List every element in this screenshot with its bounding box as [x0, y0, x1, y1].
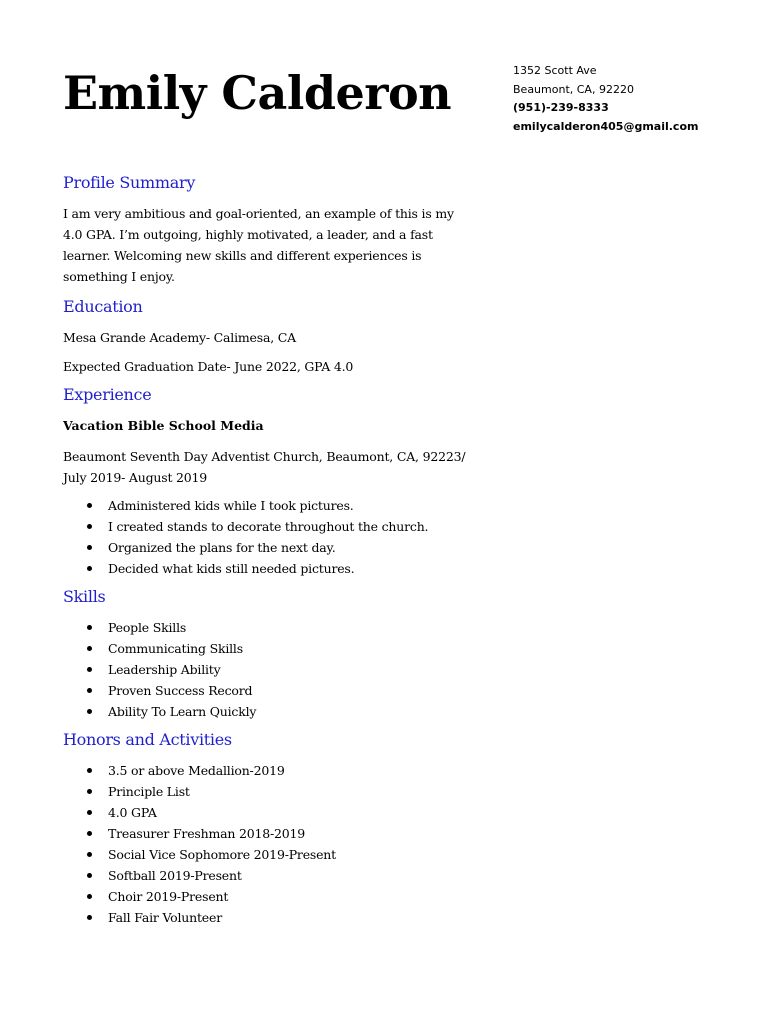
list-item: Social Vice Sophomore 2019-Present: [63, 844, 473, 865]
experience-heading: Experience: [63, 385, 152, 404]
profile-text: I am very ambitious and goal-oriented, an example of this is my 4.0 GPA. I’m outgoing, highly motivated, a leader, and a fast learner. Welcoming new skills and different experiences is something I enjoy.: [63, 206, 454, 284]
contact-block: [513, 62, 698, 136]
list-item: 4.0 GPA: [63, 802, 473, 823]
list-item: Ability To Learn Quickly: [63, 701, 473, 722]
list-item: Administered kids while I took pictures.: [63, 495, 473, 516]
list-item: Organized the plans for the next day.: [63, 537, 473, 558]
list-item: Proven Success Record: [63, 680, 473, 701]
list-item: Communicating Skills: [63, 638, 473, 659]
skills-heading: Skills: [63, 587, 106, 606]
contact-email: emilycalderon405@gmail.com: [513, 119, 699, 133]
resume-body: [63, 171, 473, 928]
contact-phone: (951)-239-8333: [513, 101, 609, 114]
experience-place: Beaumont Seventh Day Adventist Church, Beaumont, CA, 92223/ July 2019- August 2019: [63, 449, 466, 485]
skills-list: [63, 617, 473, 722]
list-item: Decided what kids still needed pictures.: [63, 558, 473, 579]
education-school: Mesa Grande Academy- Calimesa, CA: [63, 330, 296, 345]
contact-address: 1352 Scott Ave: [513, 64, 597, 77]
list-item: Choir 2019-Present: [63, 886, 473, 907]
list-item: 3.5 or above Medallion-2019: [63, 760, 473, 781]
experience-role: Vacation Bible School Media: [63, 418, 264, 433]
education-heading: Education: [63, 297, 143, 316]
honors-heading: Honors and Activities: [63, 730, 232, 749]
education-graduation: Expected Graduation Date- June 2022, GPA 4.0: [63, 359, 354, 374]
honors-list: [63, 760, 473, 928]
experience-list: [63, 495, 473, 579]
profile-heading: Profile Summary: [63, 173, 196, 192]
list-item: Leadership Ability: [63, 659, 473, 680]
resume-name: Emily Calderon: [63, 66, 452, 120]
list-item: I created stands to decorate throughout the church.: [63, 516, 473, 537]
list-item: Treasurer Freshman 2018-2019: [63, 823, 473, 844]
list-item: Softball 2019-Present: [63, 865, 473, 886]
contact-city: Beaumont, CA, 92220: [513, 82, 634, 96]
list-item: People Skills: [63, 617, 473, 638]
list-item: Fall Fair Volunteer: [63, 907, 473, 928]
list-item: Principle List: [63, 781, 473, 802]
